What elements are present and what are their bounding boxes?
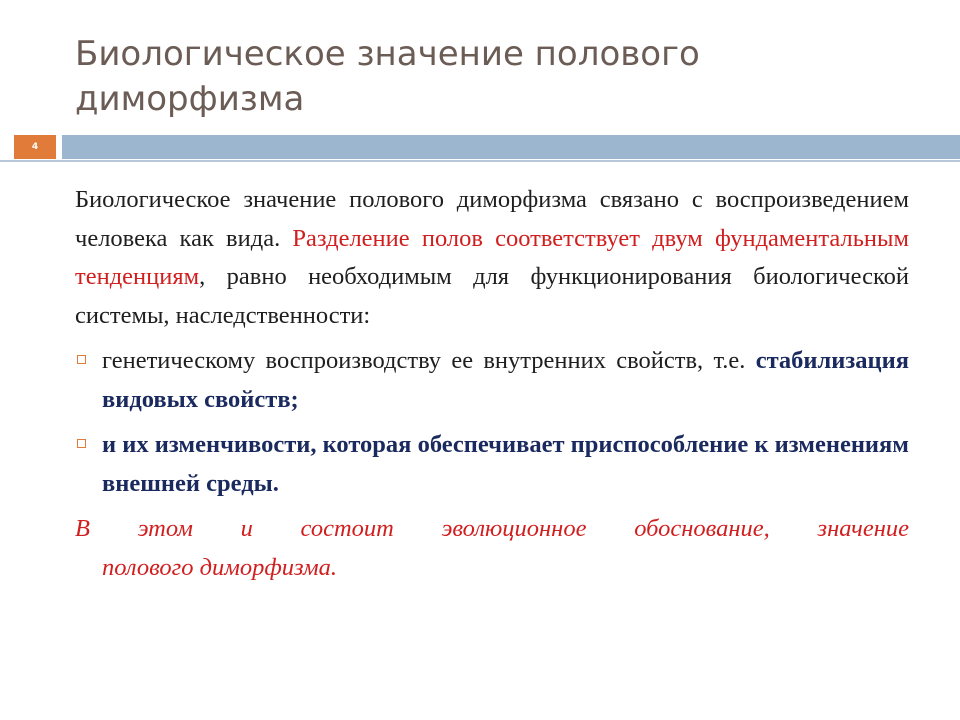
slide-title: [75, 32, 895, 122]
slide-title-line2: диморфизма: [75, 79, 305, 119]
slide-body: [75, 181, 909, 587]
slide-title-line1: Биологическое значение полового: [75, 34, 700, 74]
list-item-genetic-reproduction: [75, 342, 909, 419]
intro-emphasis-red: Разделение полов соответствует двум фундаментальным тенденциям: [75, 224, 909, 290]
square-bullet-icon: [77, 355, 86, 364]
accent-bar: [62, 135, 960, 159]
intro-text-end: , равно необходимым для функционирования биологической системы, наследственности:: [75, 263, 909, 329]
divider-line: [0, 160, 960, 162]
conclusion-line2: полового диморфизма.: [102, 553, 337, 581]
square-bullet-icon: [77, 439, 86, 448]
bullet1-emphasis: стабилизация видовых свойств;: [102, 347, 909, 413]
list-item-variability: [75, 426, 909, 503]
intro-text-start: Биологическое значение полового диморфизма связано с воспроизведением человека как вида.: [75, 186, 909, 252]
intro-paragraph: [75, 181, 909, 335]
conclusion-text: [75, 510, 909, 587]
bullet1-text: генетическому воспроизводству ее внутренних свойств, т.е.: [102, 347, 756, 374]
page-number-badge: 4: [14, 135, 56, 159]
bullet2-emphasis: и их изменчивости, которая обеспечивает приспособление к изменениям внешней среды.: [102, 431, 909, 497]
header-divider-bar: [0, 135, 960, 163]
conclusion-line1: В этом и состоит эволюционное обоснование, значение: [75, 515, 909, 542]
